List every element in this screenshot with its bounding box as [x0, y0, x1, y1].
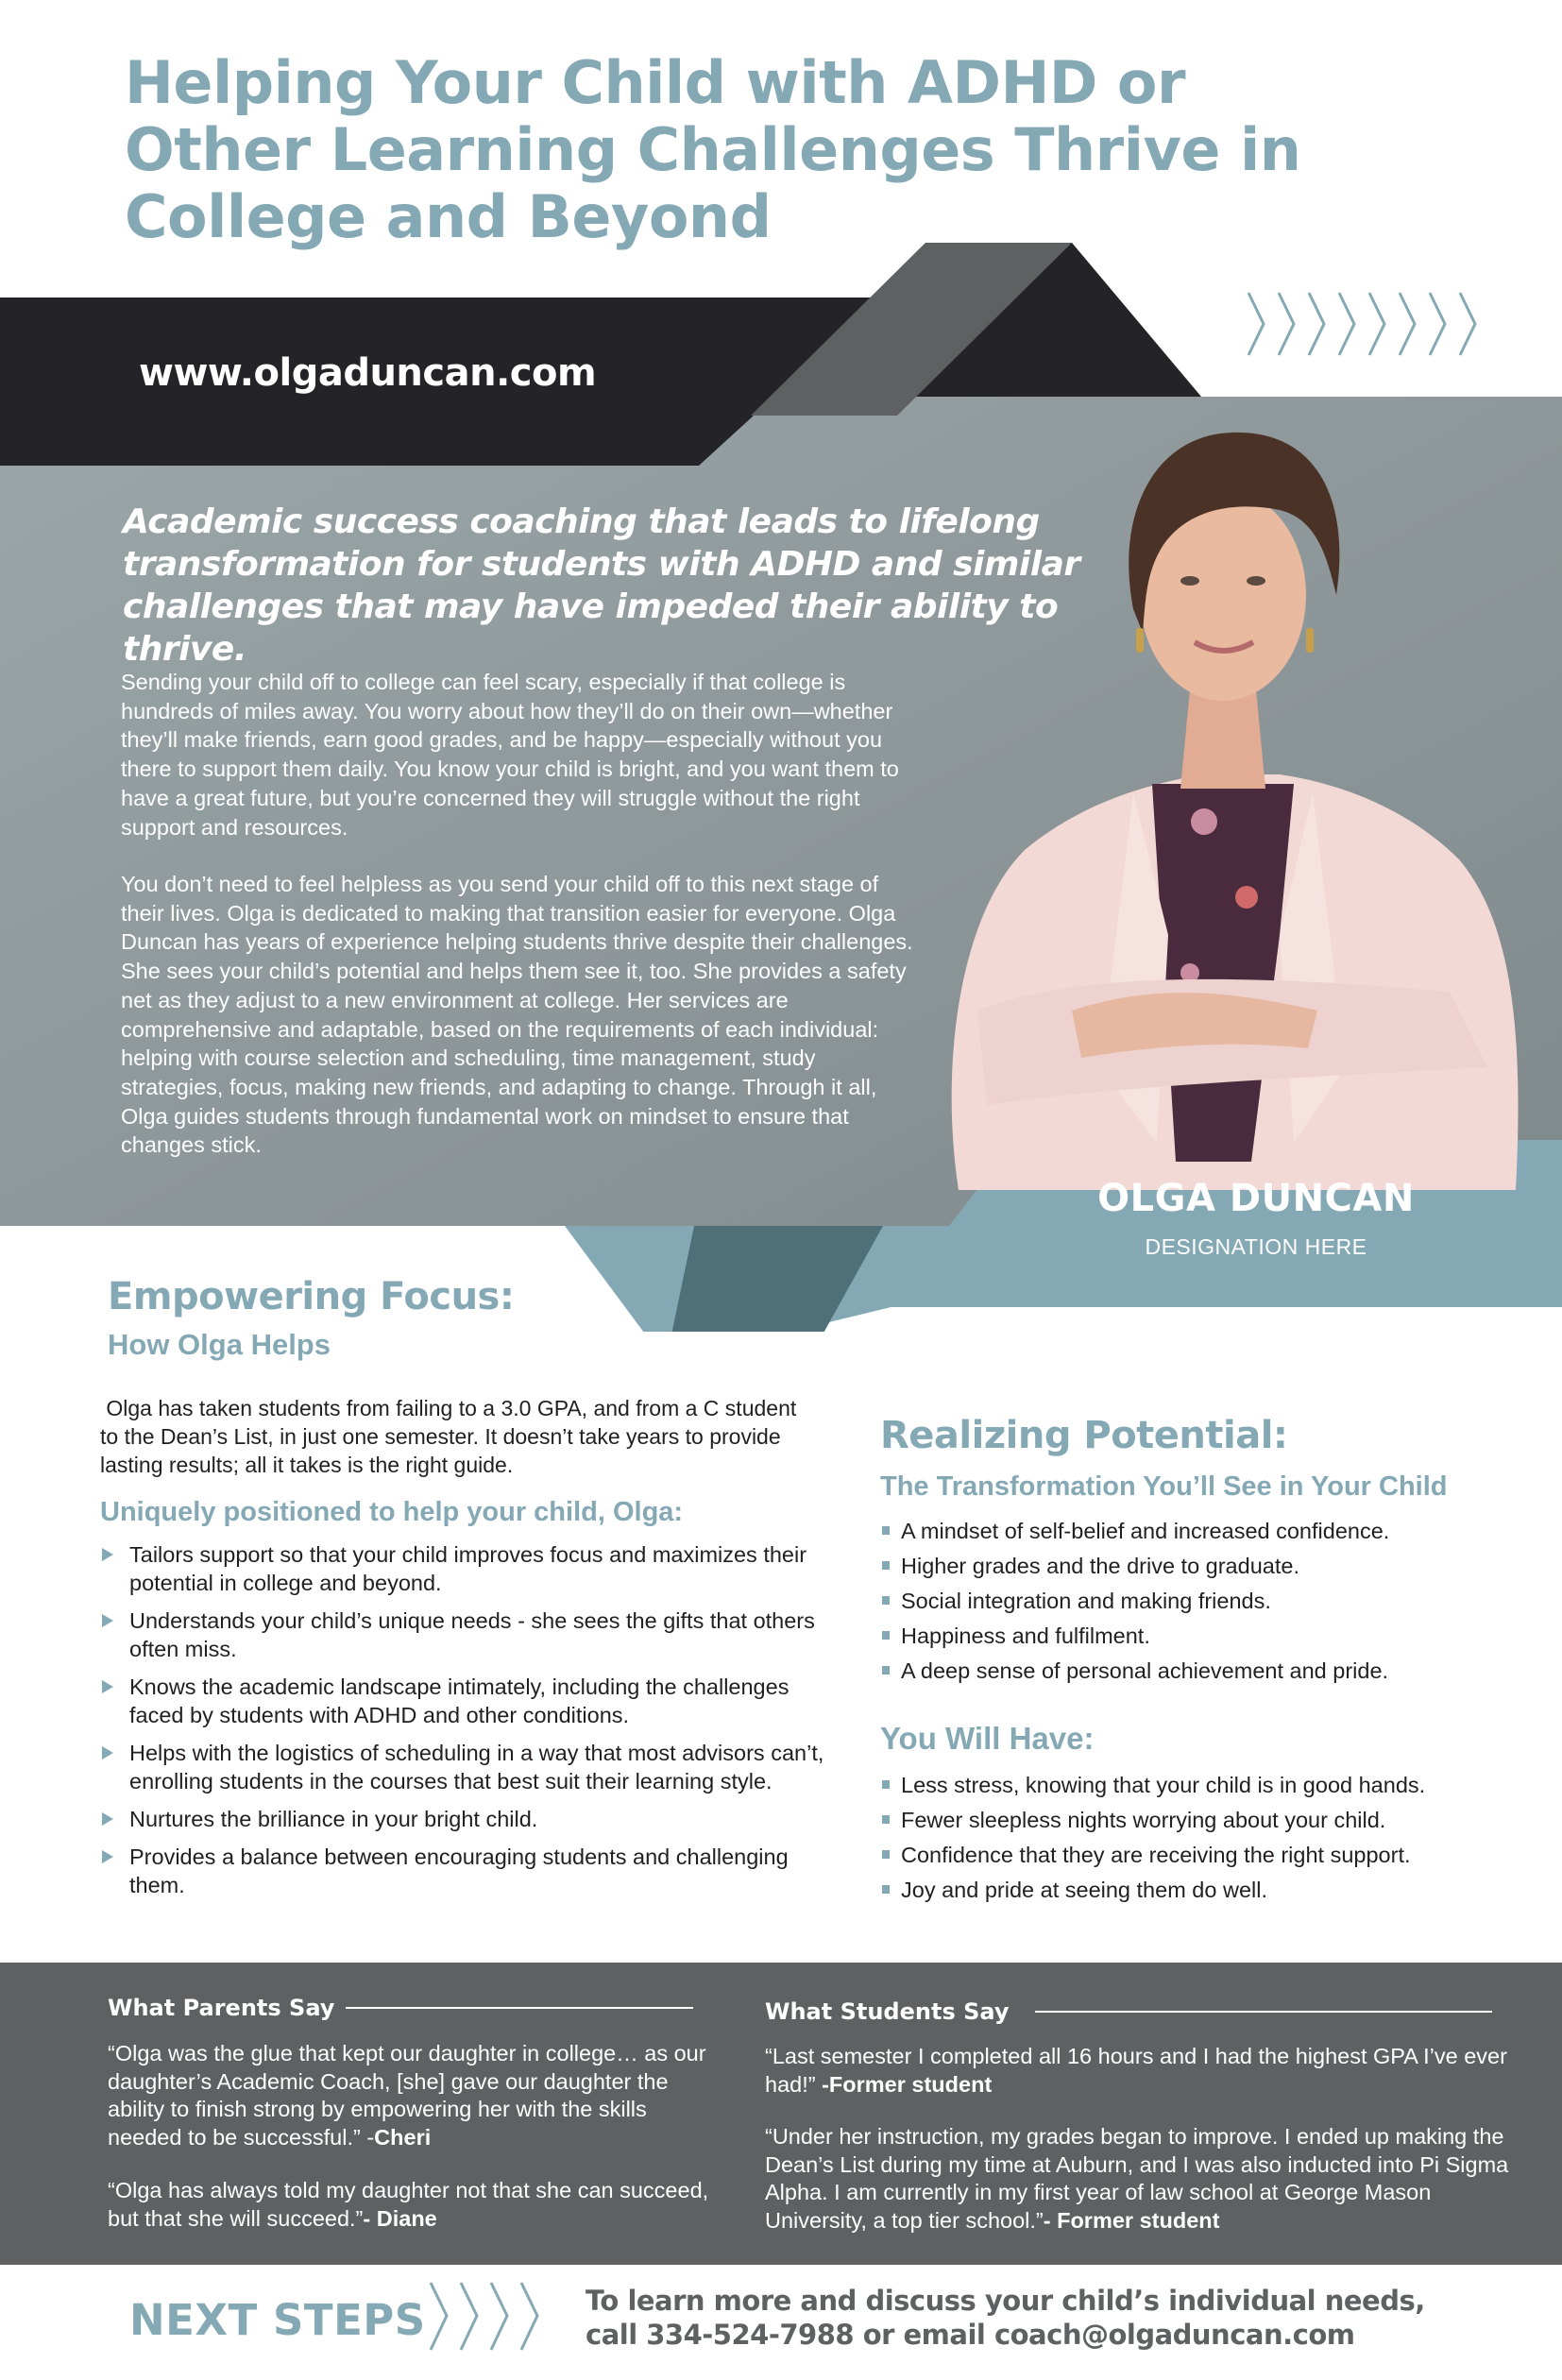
list-item: A deep sense of personal achievement and pride. — [880, 1654, 1541, 1689]
list-item: Joy and pride at seeing them do well. — [880, 1873, 1541, 1908]
next-steps-contact — [586, 2284, 1530, 2352]
title-line-3: College and Beyond — [125, 182, 772, 251]
realizing-potential-heading: Realizing Potential: — [880, 1414, 1288, 1457]
triangle-bullet-icon — [102, 1548, 113, 1561]
you-will-have-list — [880, 1768, 1541, 1908]
quote-author: Cheri — [374, 2124, 432, 2150]
square-bullet-icon — [882, 1561, 890, 1570]
triangle-bullet-icon — [102, 1680, 113, 1693]
students-testimonials-heading: What Students Say — [765, 1998, 1492, 2025]
coach-designation: DESIGNATION HERE — [1145, 1234, 1367, 1259]
next-steps-line-2[interactable]: call 334-524-7988 or email coach@olgaduncan.com — [586, 2319, 1355, 2351]
next-steps-line-1: To learn more and discuss your child’s individual needs, — [586, 2285, 1425, 2317]
chevrons-decoration-icon — [1245, 291, 1486, 357]
list-item: Less stress, knowing that your child is in good hands. — [880, 1768, 1541, 1803]
triangle-bullet-icon — [102, 1850, 113, 1863]
transformation-subheading: The Transformation You’ll See in Your Child — [880, 1471, 1448, 1502]
olga-strengths-list — [100, 1540, 827, 1909]
hero-tagline: Academic success coaching that leads to lifelong transformation for students with ADHD and similar challenges that may have impeded their ability to thrive. — [123, 502, 1080, 669]
next-steps-chevrons-icon — [428, 2281, 546, 2352]
next-steps-label: NEXT STEPS — [129, 2295, 426, 2345]
empowering-focus-heading: Empowering Focus: — [108, 1275, 515, 1318]
heading-rule — [1035, 2011, 1492, 2013]
intro-paragraph-2: You don’t need to feel helpless as you send your child off to this next stage of their lives. Olga is dedicated to making that transition easier for everyone. Olga Duncan has years of experience helping students thrive despite their challenges. She sees your child’s potential and helps them see it, too. She provides a safety net as they adjust to a new environment at college. Her services are comprehensive and adaptable, based on the requirements of each individual: helping with course selection and scheduling, time management, study strategies, focus, making new friends, and adapting to change. Through it all, Olga guides students through fundamental work on mindset to ensure that changes stick. — [121, 872, 913, 1158]
triangle-bullet-icon — [102, 1812, 113, 1826]
square-bullet-icon — [882, 1885, 890, 1894]
square-bullet-icon — [882, 1526, 890, 1535]
list-item: Provides a balance between encouraging students and challenging them. — [100, 1843, 827, 1899]
parent-quote-1: “Olga was the glue that kept our daughter in college… as our daughter’s Academic Coach, [she] gave our daughter the ability to finish strong by empowering her with the skills needed to be successful.” -Cheri — [108, 2041, 706, 2150]
triangle-bullet-icon — [102, 1614, 113, 1627]
square-bullet-icon — [882, 1666, 890, 1674]
list-item: Nurtures the brilliance in your bright child. — [100, 1805, 827, 1833]
title-line-1: Helping Your Child with ADHD or — [125, 48, 1186, 117]
square-bullet-icon — [882, 1596, 890, 1605]
list-item: Knows the academic landscape intimately, including the challenges faced by students with ADHD and other conditions. — [100, 1673, 827, 1729]
transformation-list — [880, 1514, 1541, 1689]
how-olga-helps-subheading: How Olga Helps — [108, 1328, 331, 1361]
page-title — [125, 49, 1371, 250]
uniquely-positioned-heading: Uniquely positioned to help your child, Olga: — [100, 1497, 684, 1527]
parents-testimonials-heading: What Parents Say — [108, 1995, 693, 2021]
list-item: Fewer sleepless nights worrying about your child. — [880, 1803, 1541, 1838]
list-item: Social integration and making friends. — [880, 1584, 1541, 1619]
coach-name: OLGA DUNCAN — [1097, 1177, 1415, 1220]
quote-author: - Former student — [1043, 2207, 1220, 2233]
triangle-bullet-icon — [102, 1746, 113, 1760]
square-bullet-icon — [882, 1815, 890, 1824]
quote-author: - Diane — [363, 2205, 437, 2231]
heading-rule — [346, 2007, 693, 2009]
square-bullet-icon — [882, 1850, 890, 1859]
list-item: Higher grades and the drive to graduate. — [880, 1549, 1541, 1584]
list-item: A mindset of self-belief and increased confidence. — [880, 1514, 1541, 1549]
student-quote-1: “Last semester I completed all 16 hours and I had the highest GPA I’ve ever had!” -Former student — [765, 2044, 1507, 2097]
website-url[interactable]: www.olgaduncan.com — [139, 351, 597, 395]
list-item: Happiness and fulfilment. — [880, 1619, 1541, 1654]
title-line-2: Other Learning Challenges Thrive in — [125, 115, 1301, 184]
student-quote-2: “Under her instruction, my grades began to improve. I ended up making the Dean’s List during my time at Auburn, and I was also inducted into Pi Sigma Alpha. I am currently in my first year of law school at George Mason University, a top tier school.”- Former student — [765, 2124, 1509, 2233]
list-item: Helps with the logistics of scheduling in a way that most advisors can’t, enrolling students in the courses that best suit their learning style. — [100, 1739, 827, 1795]
empowering-body: Olga has taken students from failing to a 3.0 GPA, and from a C student to the Dean’s List, in just one semester. It doesn’t take years to provide lasting results; all it takes is the right guide. — [100, 1396, 803, 1477]
square-bullet-icon — [882, 1631, 890, 1640]
parent-quote-2: “Olga has always told my daughter not that she can succeed, but that she will succeed.”- Diane — [108, 2178, 709, 2231]
square-bullet-icon — [882, 1780, 890, 1789]
list-item: Confidence that they are receiving the right support. — [880, 1838, 1541, 1873]
quote-author: -Former student — [822, 2071, 993, 2097]
intro-paragraph-1: Sending your child off to college can feel scary, especially if that college is hundreds of miles away. You worry about how they’ll do on their own—whether they’ll make friends, earn good grades, and be happy—especially without you there to support them daily. You know your child is bright, and you want them to have a great future, but you’re concerned they will struggle without the right support and resources. — [121, 670, 899, 840]
you-will-have-heading: You Will Have: — [880, 1721, 1095, 1756]
list-item: Tailors support so that your child improves focus and maximizes their potential in college and beyond. — [100, 1540, 827, 1597]
list-item: Understands your child’s unique needs - she sees the gifts that others often miss. — [100, 1606, 827, 1663]
